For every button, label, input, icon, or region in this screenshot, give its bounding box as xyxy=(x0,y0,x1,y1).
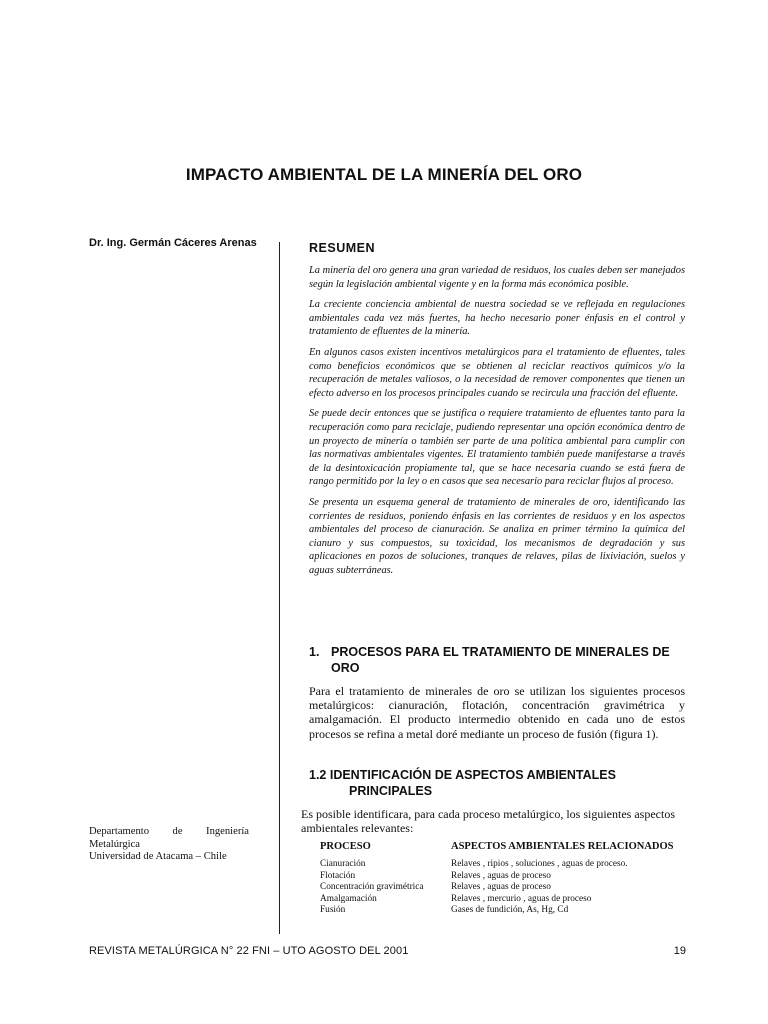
section-1-2-heading xyxy=(309,767,685,799)
section-1-body: Para el tratamiento de minerales de oro se utilizan los siguientes procesos metalúrgicos: cianuración, flotación, concentración gravimétrica y amalgamación. El producto intermedio obtenido en cada uno de estos procesos se refina a metal doré mediante un proceso de fusión (figura 1). xyxy=(309,684,685,741)
abstract-paragraph: La creciente conciencia ambiental de nuestra sociedad se ve reflejada en regulaciones ambientales cada vez más fuertes, ha hecho necesario poner énfasis en el control y tratamiento de efluentes de la minería. xyxy=(309,299,685,338)
abstract-paragraph: La minería del oro genera una gran variedad de residuos, los cuales deben ser manejados según la legislación ambiental vigente y en la forma más económica posible. xyxy=(309,265,685,290)
page-number: 19 xyxy=(673,945,686,957)
section-1-heading xyxy=(309,644,685,676)
table-row xyxy=(320,905,690,917)
abstract-body xyxy=(309,264,685,584)
affiliation-line-1 xyxy=(89,826,249,839)
table-header-row xyxy=(320,841,690,859)
table-cell-process: Flotación xyxy=(320,870,356,881)
table-cell-process: Fusión xyxy=(320,905,346,916)
author-affiliation xyxy=(89,826,249,864)
affiliation-word: Departamento xyxy=(89,826,150,837)
journal-footer: REVISTA METALÚRGICA N° 22 FNI – UTO AGOSTO DEL 2001 xyxy=(89,945,409,957)
process-aspects-table xyxy=(320,841,690,917)
section-1-number: 1. xyxy=(309,645,320,659)
abstract-paragraph: En algunos casos existen incentivos metalúrgicos para el tratamiento de efluentes, tales como beneficios económicos que se obtienen al reciclar reactivos químicos y/o la recuperación de metales valiosos, o la necesidad de remover componentes que tienen un efecto adverso en los procesos principales cuando se recircula una fracción del efluente. xyxy=(309,346,685,399)
table-cell-aspects: Relaves , mercurio , aguas de proceso xyxy=(451,893,592,904)
table-cell-aspects: Relaves , aguas de proceso xyxy=(451,870,551,881)
table-row xyxy=(320,859,690,871)
table-cell-process: Cianuración xyxy=(320,859,366,869)
section-1-2-body: Es posible identificara, para cada proceso metalúrgico, los siguientes aspectos ambientales relevantes: xyxy=(301,807,675,835)
affiliation-word: Ingeniería xyxy=(206,826,249,837)
table-cell-process: Amalgamación xyxy=(320,893,377,904)
section-1-2-title-line2: PRINCIPALES xyxy=(349,784,433,798)
table-row xyxy=(320,871,690,883)
abstract-heading: RESUMEN xyxy=(309,241,376,255)
table-row xyxy=(320,882,690,894)
section-1-title: PROCESOS PARA EL TRATAMIENTO DE MINERALES DE ORO xyxy=(331,645,670,675)
column-divider xyxy=(279,242,280,934)
table-cell-aspects: Gases de fundición, As, Hg, Cd xyxy=(451,905,569,916)
table-cell-aspects: Relaves , aguas de proceso xyxy=(451,882,551,893)
affiliation-line-3: Universidad de Atacama – Chile xyxy=(89,851,227,863)
table-row xyxy=(320,894,690,906)
table-header-aspects: ASPECTOS AMBIENTALES RELACIONADOS xyxy=(451,841,674,852)
table-cell-process: Concentración gravimétrica xyxy=(320,882,424,893)
affiliation-line-2: Metalúrgica xyxy=(89,838,140,850)
table-cell-aspects: Relaves , ripios , soluciones , aguas de proceso. xyxy=(451,859,628,869)
abstract-paragraph: Se puede decir entonces que se justifica o requiere tratamiento de efluentes tanto para la recuperación como para reciclaje, pudiendo representar una opción económica dentro de un proyecto de minería o también ser parte de una política ambiental para cumplir con las normativas ambientales vigentes. El tratamiento también puede manifestarse a través de la desintoxicación propiamente tal, que se hace necesaria cuando se está fuera de rango permitido por la ley o en casos que sea necesario para reciclar flujos al proceso. xyxy=(309,408,685,488)
affiliation-word: de xyxy=(172,826,183,837)
abstract-paragraph: Se presenta un esquema general de tratamiento de minerales de oro, identificando las corrientes de residuos, poniendo énfasis en las corrientes de residuos y en los aspectos ambientales del proceso de cianuración. Se analiza en primer término la química del cianuro y sus compuestos, su toxicidad, los mecanismos de degradación y sus aplicaciones en pozos de soluciones, tranques de relaves, pilas de lixiviación, suelos y aguas subterráneas. xyxy=(309,496,685,576)
section-1-2-title-line1: 1.2 IDENTIFICACIÓN DE ASPECTOS AMBIENTALES xyxy=(309,768,616,782)
table-header-process: PROCESO xyxy=(320,841,371,852)
paper-title: IMPACTO AMBIENTAL DE LA MINERÍA DEL ORO xyxy=(185,165,583,184)
author-name: Dr. Ing. Germán Cáceres Arenas xyxy=(89,237,257,249)
